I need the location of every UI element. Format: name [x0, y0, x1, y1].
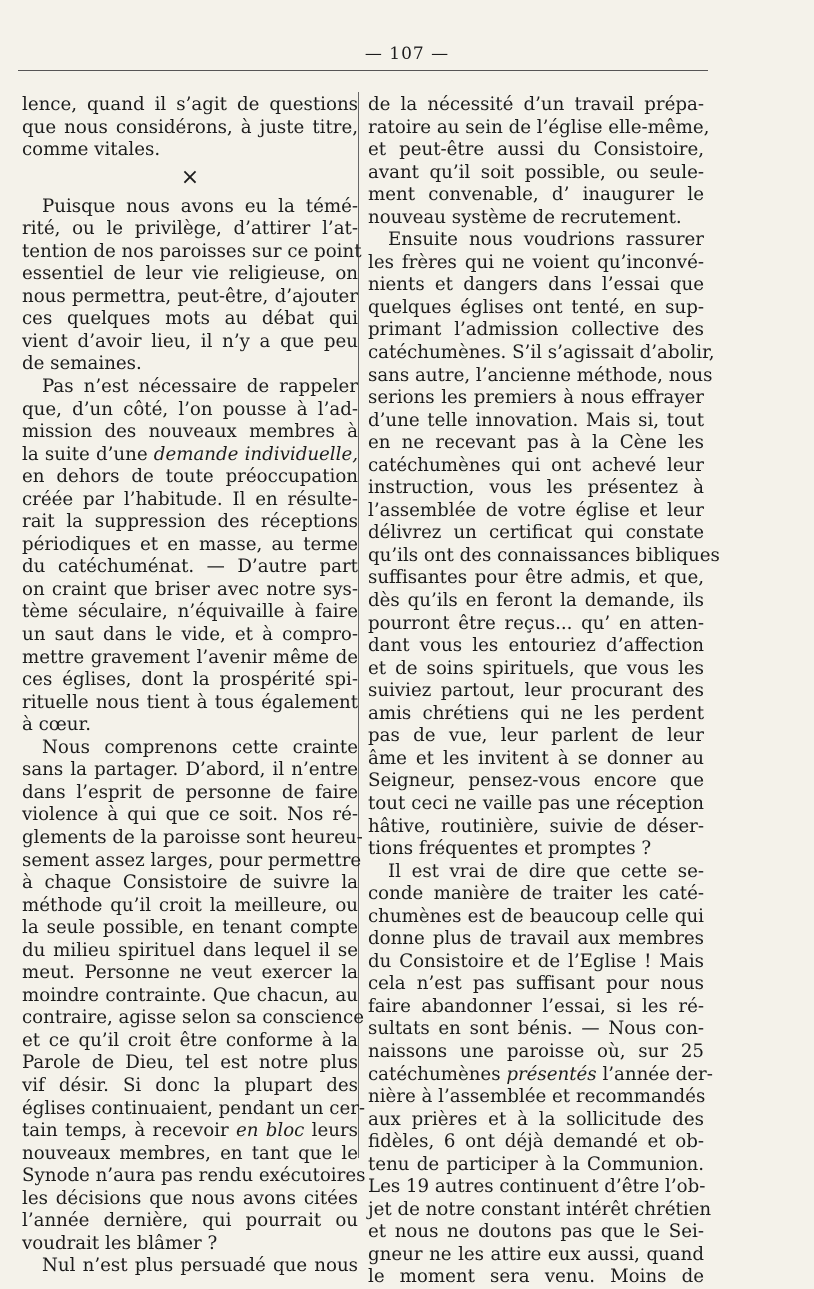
text-run: l’année der- [596, 1063, 713, 1085]
text-line: naissons une paroisse où, sur 25 [368, 1040, 704, 1062]
text-line: et peut-être aussi du Consistoire, [368, 139, 704, 161]
text-line: nière à l’assemblée et recommandés [368, 1086, 706, 1108]
text-line [22, 444, 358, 467]
paragraph [22, 736, 366, 1256]
paragraph [22, 195, 362, 376]
text-line: ces églises, dont la prospérité spi- [22, 669, 358, 691]
text-line: que nous considérons, à juste titre, [22, 116, 358, 138]
italic-text: demande individuelle, [153, 443, 358, 465]
text-run: tain temps, à recevoir [22, 1120, 236, 1142]
text-line: vient d’avoir lieu, il n’y a que peu [22, 330, 358, 352]
text-line: ratoire au sein de l’église elle-même, [368, 116, 710, 138]
text-line: nous permettra, peut-être, d’ajouter [22, 285, 358, 307]
text-line: délivrez un certificat qui constate [368, 522, 704, 544]
text-line: suffisantes pour être admis, et que, [368, 567, 704, 589]
text-line: Nul n’est plus persuadé que nous [42, 1255, 358, 1277]
text-line: nients et dangers dans l’essai que [368, 274, 704, 296]
text-line: que, d’un côté, l’on pousse à l’ad- [22, 398, 358, 420]
text-line: mission des nouveaux membres à [22, 421, 358, 443]
text-line: tème séculaire, n’équivaille à faire [22, 601, 358, 623]
text-line: dans l’esprit de personne de faire [22, 781, 358, 803]
paragraph [368, 94, 710, 229]
text-line: Synode n’aura pas rendu exécutoires [22, 1165, 366, 1187]
text-line: Il est vrai de dire que cette se- [388, 860, 704, 882]
text-line: du milieu spirituel dans lequel il se [22, 939, 358, 961]
text-line: du catéchuménat. — D’autre part [22, 556, 358, 578]
text-line: sans la partager. D’abord, il n’entre [22, 759, 358, 781]
text-line: glements de la paroisse sont heureu- [22, 826, 363, 848]
text-line: et nous ne doutons pas que le Sei- [368, 1221, 704, 1243]
text-line: du Consistoire et de l’Eglise ! Mais [368, 950, 704, 972]
paragraph [368, 229, 720, 860]
text-line: en dehors de toute préoccupation [22, 466, 358, 488]
text-line: églises continuaient, pendant un cer- [22, 1097, 366, 1119]
text-line: un saut dans le vide, et à compro- [22, 624, 358, 646]
paragraph-part [368, 861, 704, 1064]
text-line: dant vous les entouriez d’affection [368, 635, 704, 657]
text-line: créée par l’habitude. Il en résulte- [22, 488, 358, 510]
left-column [22, 94, 366, 1278]
text-line: les décisions que nous avons citées [22, 1187, 358, 1209]
text-line: avant qu’il soit possible, ou seule- [368, 161, 704, 183]
text-line: et de soins spirituels, que vous les [368, 657, 704, 679]
text-line: sement assez larges, pour permettre [22, 849, 362, 871]
text-line: Nous comprenons cette crainte [42, 736, 358, 758]
text-line: Seigneur, pensez-vous encore que [368, 770, 704, 792]
text-line: sultats en sont bénis. — Nous con- [368, 1018, 704, 1040]
text-line: qu’ils ont des connaissances bibliques [368, 544, 720, 566]
text-line: jet de notre constant intérêt chrétien [368, 1198, 712, 1220]
text-line: l’année dernière, qui pourrait ou [22, 1210, 358, 1232]
text-line: catéchumènes. S’il s’agissait d’abolir, [368, 342, 715, 364]
text-line: suiviez partout, leur procurant des [368, 680, 704, 702]
text-line: gneur ne les attire eux aussi, quand [368, 1243, 704, 1265]
text-line: rité, ou le privilège, d’attirer l’at- [22, 218, 358, 240]
text-line: donne plus de travail aux membres [368, 928, 704, 950]
text-line: l’assemblée de votre église et leur [368, 499, 704, 521]
text-line: aux prières et à la sollicitude des [368, 1108, 704, 1130]
text-line: hâtive, routinière, suivie de déser- [368, 815, 704, 837]
header-rule [18, 70, 708, 71]
text-line: amis chrétiens qui ne les perdent [368, 702, 704, 724]
right-column [368, 94, 720, 1289]
text-line: de la nécessité d’un travail prépa- [368, 94, 704, 115]
text-line: contraire, agisse selon sa conscience [22, 1007, 364, 1029]
text-line: instruction, vous les présentez à [368, 477, 704, 499]
paragraph-part [368, 1086, 712, 1289]
text-line: rituelle nous tient à tous également [22, 691, 358, 713]
text-line: pas de vue, leur parlent de leur [368, 725, 704, 747]
paragraph-continuation [22, 466, 358, 737]
italic-text: en bloc [235, 1120, 305, 1142]
text-line: périodiques et en masse, au terme [22, 533, 358, 555]
text-line: comme vitales. [22, 139, 161, 161]
text-line: catéchumènes qui ont achevé leur [368, 454, 704, 476]
text-line: quelques églises ont tenté, en sup- [368, 296, 704, 318]
text-line: serions les premiers à nous effrayer [368, 387, 704, 409]
text-line: pourront être reçus... qu’ en atten- [368, 612, 704, 634]
italic-text: présentés [506, 1063, 597, 1085]
text-line: fidèles, 6 ont déjà demandé et ob- [368, 1131, 704, 1153]
text-line: essentiel de leur vie religieuse, on [22, 263, 358, 285]
paragraph [368, 860, 713, 1289]
text-line: mettre gravement l’avenir même de [22, 646, 358, 668]
text-line: cela n’est pas suffisant pour nous [368, 973, 704, 995]
text-line: faire abandonner l’essai, si les ré- [368, 995, 704, 1017]
text-line: âme et les invitent à se donner au [368, 747, 704, 769]
text-line: meut. Personne ne veut exercer la [22, 962, 358, 984]
text-line: dès qu’ils en feront la demande, ils [368, 590, 704, 612]
page-number: — 107 — [364, 44, 450, 64]
text-line: Parole de Dieu, tel est notre plus [22, 1052, 358, 1074]
text-line [22, 1120, 358, 1143]
text-run: la suite d’une [22, 443, 154, 465]
text-line: les frères qui ne voient qu’inconvé- [368, 251, 704, 273]
text-line: primant l’admission collective des [368, 319, 704, 341]
text-line: rait la suppression des réceptions [22, 511, 358, 533]
text-line: à chaque Consistoire de suivre la [22, 872, 358, 894]
text-line: violence à qui que ce soit. Nos ré- [22, 804, 358, 826]
text-line: ment convenable, d’ inaugurer le [368, 184, 704, 206]
text-line: Pas n’est nécessaire de rappeler [42, 376, 358, 398]
text-line: le moment sera venu. Moins de [368, 1266, 704, 1288]
text-line: nouveaux membres, en tant que le [22, 1142, 358, 1164]
text-line: Ensuite nous voudrions rassurer [388, 229, 704, 251]
text-line: moindre contrainte. Que chacun, au [22, 984, 358, 1006]
text-line: nouveau système de recrutement. [368, 206, 682, 228]
text-line: à cœur. [22, 714, 91, 736]
text-line: ces quelques mots au débat qui [22, 308, 358, 330]
text-line [368, 1063, 713, 1087]
text-line: tions fréquentes et promptes ? [368, 838, 652, 860]
paragraph-part [22, 736, 366, 1120]
text-line: en ne recevant pas à la Cène les [368, 432, 704, 454]
text-run: leurs [304, 1120, 359, 1142]
paragraph-part [22, 1142, 366, 1256]
section-separator: × [180, 164, 200, 190]
text-line: conde manière de traiter les caté- [368, 883, 704, 905]
text-line: d’une telle innovation. Mais si, tout [368, 409, 704, 431]
text-line: et ce qu’il croit être conforme à la [22, 1029, 358, 1051]
text-line: Puisque nous avons eu la témé- [42, 195, 358, 217]
text-line: tention de nos paroisses sur ce point [22, 240, 362, 262]
text-line: vif désir. Si donc la plupart des [22, 1074, 358, 1096]
paragraph [22, 376, 358, 737]
text-line: voudrait les blâmer ? [22, 1232, 218, 1254]
text-line: la seule possible, en tenant compte [22, 917, 358, 939]
text-line: on craint que briser avec notre sys- [22, 578, 358, 600]
text-line: chumènes est de beaucoup celle qui [368, 905, 704, 927]
text-line: tenu de participer à la Communion. [368, 1153, 704, 1175]
text-run: catéchumènes [368, 1063, 507, 1085]
text-line: sans autre, l’ancienne méthode, nous [368, 364, 713, 386]
paragraph [22, 94, 358, 162]
text-line: lence, quand il s’agit de questions [22, 94, 358, 115]
text-line: de semaines. [22, 353, 142, 375]
text-line: méthode qu’il croit la meilleure, ou [22, 894, 358, 916]
text-line: tout ceci ne vaille pas une réception [368, 792, 704, 814]
text-line: Les 19 autres continuent d’être l’ob- [368, 1176, 706, 1198]
paragraph [22, 1255, 358, 1278]
